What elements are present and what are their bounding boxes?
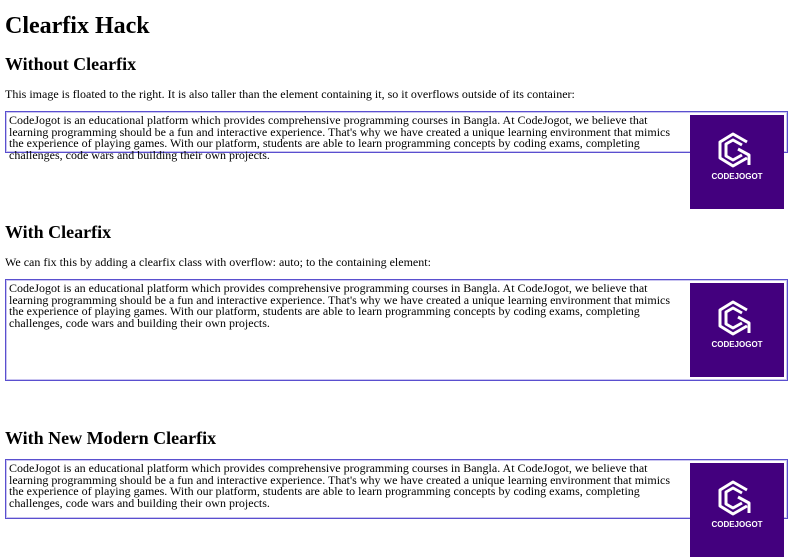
container-box-modern-clearfix: [5, 459, 788, 529]
container-box-with-clearfix: [5, 279, 788, 381]
logo-text: CODEJOGOT: [711, 520, 763, 529]
codejogot-logo-image: [690, 463, 784, 557]
logo-text: CODEJOGOT: [711, 340, 763, 349]
section-intro-without-clearfix: This image is floated to the right. It is also taller than the element containing it, so it overflows outside of its container:: [5, 87, 575, 101]
logo-text: CODEJOGOT: [711, 172, 763, 181]
section-heading-without-clearfix: Without Clearfix: [5, 54, 137, 74]
codejogot-logo-icon: [690, 283, 784, 377]
section-heading-modern-clearfix: With New Modern Clearfix: [5, 428, 217, 448]
codejogot-logo-icon: [690, 463, 784, 557]
codejogot-logo-icon: [690, 115, 784, 209]
section-heading-with-clearfix: With Clearfix: [5, 222, 112, 242]
box-text: CodeJogot is an educational platform which provides comprehensive programming courses in Bangla. At CodeJogot, we believe that learning programming should be a fun and interactive experience. That's why we have created a unique learning environment that mimics the experience of playing games. With our platform, students are able to learn programming concepts by coding exams, completing challenges, code wars and building their own projects.: [9, 281, 671, 330]
page-title: Clearfix Hack: [5, 13, 150, 39]
section-intro-with-clearfix: We can fix this by adding a clearfix class with overflow: auto; to the containing element:: [5, 255, 431, 269]
box-text: CodeJogot is an educational platform which provides comprehensive programming courses in Bangla. At CodeJogot, we believe that learning programming should be a fun and interactive experience. That's why we have created a unique learning environment that mimics the experience of playing games. With our platform, students are able to learn programming concepts by coding exams, completing challenges, code wars and building their own projects.: [9, 461, 671, 510]
codejogot-logo-image: [690, 283, 784, 377]
box-text: CodeJogot is an educational platform which provides comprehensive programming courses in Bangla. At CodeJogot, we believe that learning programming should be a fun and interactive experience. That's why we have created a unique learning environment that mimics the experience of playing games. With our platform, students are able to learn programming concepts by coding exams, completing challenges, code wars and building their own projects.: [9, 113, 671, 162]
codejogot-logo-image: [690, 115, 784, 209]
container-box-without-clearfix: [5, 111, 788, 181]
